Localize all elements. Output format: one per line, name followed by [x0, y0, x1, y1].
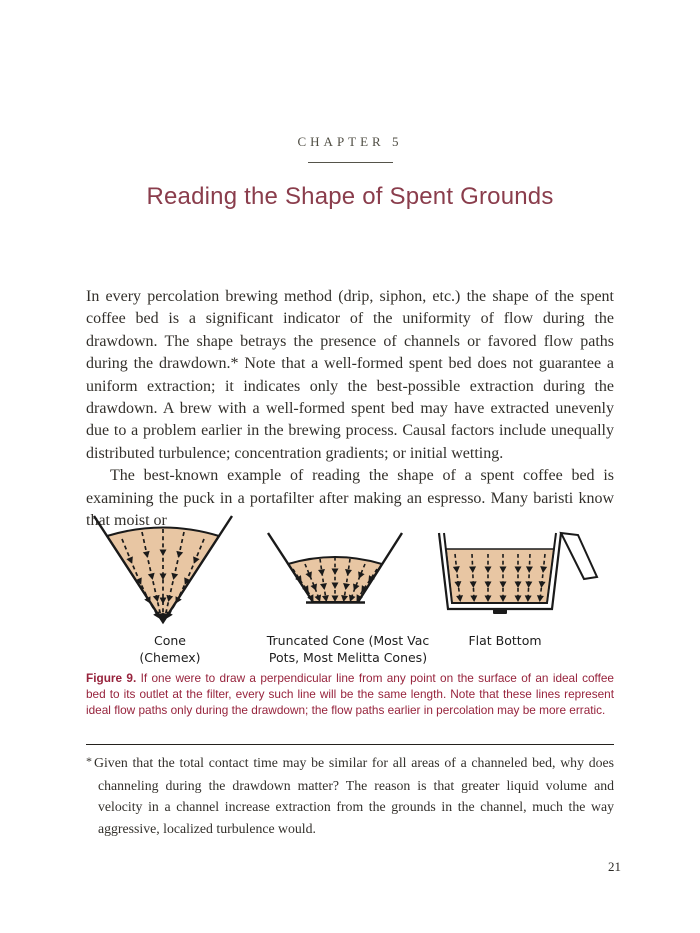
figure-caption	[86, 670, 614, 718]
figure-caption-label: Figure 9.	[86, 671, 137, 685]
footnote-text: Given that the total contact time may be similar for all areas of a channeled bed, why does channeling during the drawdown matter? The reason is that greater liquid volume and velocity in a channel increase extraction from the grounds in the channel, much the way aggressive, localized turbulence would.	[94, 755, 614, 836]
cone-diagram	[90, 513, 236, 632]
truncated-cone-label-line2: Pots, Most Melitta Cones)	[268, 650, 428, 665]
footnote	[86, 752, 614, 839]
page-title: Reading the Shape of Spent Grounds	[146, 183, 554, 210]
flat-bottom-label	[440, 632, 570, 649]
body-text	[86, 286, 614, 532]
truncated-cone-diagram-svg	[261, 531, 409, 609]
cone-label-line2: (Chemex)	[139, 650, 201, 665]
truncated-cone-diagram	[261, 531, 409, 614]
truncated-cone-label-line1: Truncated Cone (Most Vac	[266, 633, 430, 648]
flat-handle	[561, 533, 597, 579]
cone-diagram-svg	[90, 513, 236, 627]
body-paragraph-2: The best-known example of reading the shape of a spent coffee bed is examining the puck in a portafilter after making an espresso. Many baristi know that moist or	[86, 467, 614, 530]
flat-outlet-nub	[493, 609, 507, 614]
chapter-rule-divider	[308, 162, 393, 163]
body-paragraph-1: In every percolation brewing method (drip, siphon, etc.) the shape of the spent coffee bed is a significant indicator of the uniformity of flow during the drawdown. The shape betrays the presence of channels or favored flow paths during the drawdown.* Note that a well-formed spent bed does not guarantee a uniform extraction; it indicates only the best-possible extraction during the drawdown. A brew with a well-formed spent bed may have extracted unevenly due to a problem earlier in the brewing process. Causal factors include unequally distributed turbulence; concentration gradients; or initial wetting.	[86, 288, 614, 462]
page-number: 21	[608, 859, 621, 874]
figure-caption-text: If one were to draw a perpendicular line from any point on the surface of an ideal coffee bed to its outlet at the filter, every such line will be the same length. Note that these lines represent ideal flow paths only during the drawdown; the flow paths earlier in percolation may be more erratic.	[86, 671, 614, 717]
flat-bed-fill	[446, 549, 554, 603]
truncated-cone-label	[248, 632, 448, 666]
flat-bottom-label-line1: Flat Bottom	[468, 633, 542, 648]
cone-label-line1: Cone	[154, 633, 186, 648]
footnote-marker: *	[86, 754, 92, 768]
cone-label	[100, 632, 240, 666]
chapter-label: CHAPTER 5	[297, 134, 403, 149]
footnote-divider	[86, 744, 614, 745]
flat-bottom-diagram	[435, 527, 613, 624]
flat-bottom-diagram-svg	[435, 527, 613, 619]
